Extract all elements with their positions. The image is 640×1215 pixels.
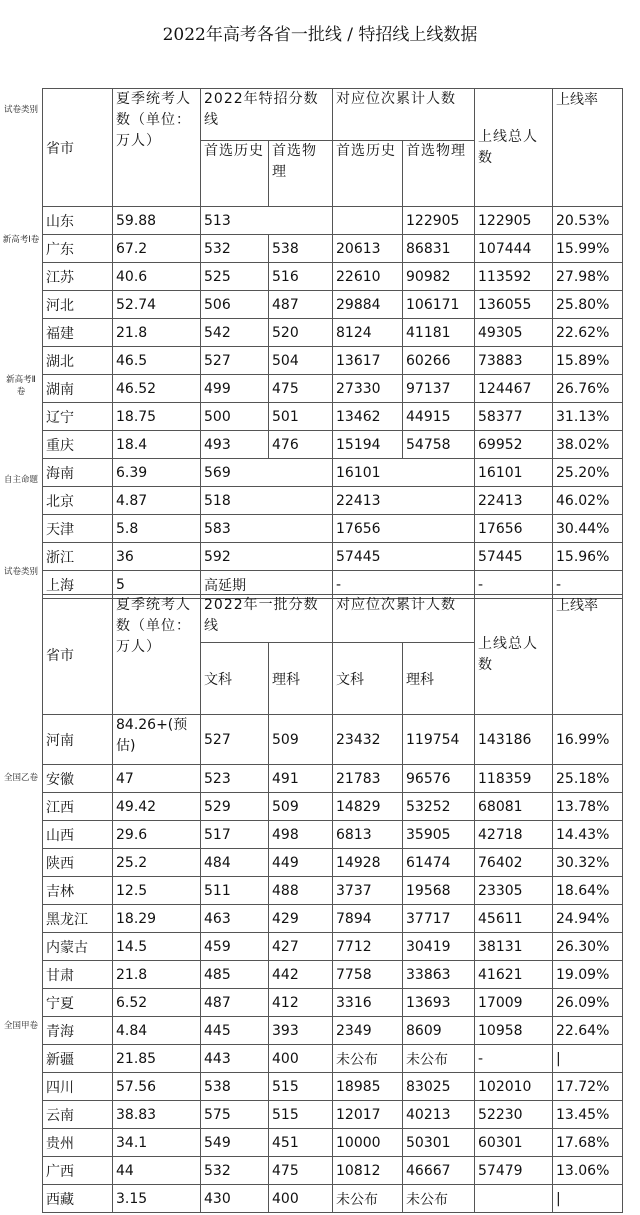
table-row — [43, 207, 623, 235]
table-row — [43, 487, 623, 515]
cell-total: 122905 — [475, 207, 553, 235]
cell-rank-b: 50301 — [403, 1129, 475, 1157]
cell-province: 江苏 — [43, 263, 113, 291]
table-row — [43, 793, 623, 821]
cell-exam-count: 49.42 — [113, 793, 201, 821]
cell-province: 贵州 — [43, 1129, 113, 1157]
table-row — [43, 1017, 623, 1045]
header-sub-arts-2: 文科 — [333, 643, 403, 715]
table-row — [43, 821, 623, 849]
cell-total: 52230 — [475, 1101, 553, 1129]
table-row — [43, 347, 623, 375]
cell-exam-count: 84.26+(预估) — [113, 715, 201, 765]
cell-rank-a: 14829 — [333, 793, 403, 821]
table-row — [43, 431, 623, 459]
table-row — [43, 989, 623, 1017]
header-first-batch-line: 2022年一批分数线 — [201, 595, 333, 643]
cell-line-b: 475 — [269, 1157, 333, 1185]
table-row — [43, 1157, 623, 1185]
cell-line-b: 516 — [269, 263, 333, 291]
table-row — [43, 1101, 623, 1129]
header-sub-history-2: 首选历史 — [333, 141, 403, 207]
cell-exam-count: 18.29 — [113, 905, 201, 933]
cell-rate: 16.99% — [553, 715, 623, 765]
cell-rank-b: 54758 — [403, 431, 475, 459]
cell-rate: 13.78% — [553, 793, 623, 821]
table-row — [43, 459, 623, 487]
cell-exam-count: 29.6 — [113, 821, 201, 849]
cell-exam-count: 21.8 — [113, 319, 201, 347]
cell-rank-a: 7758 — [333, 961, 403, 989]
cell-rate: 19.09% — [553, 961, 623, 989]
header-rank-cumulative: 对应位次累计人数 — [333, 595, 475, 643]
header-total: 上线总人数 — [475, 89, 553, 207]
cell-province: 河北 — [43, 291, 113, 319]
cell-line-a: 575 — [201, 1101, 269, 1129]
cell-rate: 25.20% — [553, 459, 623, 487]
cell-rank-a: 7712 — [333, 933, 403, 961]
cell-rate: 15.99% — [553, 235, 623, 263]
cell-province: 福建 — [43, 319, 113, 347]
cell-total: 60301 — [475, 1129, 553, 1157]
cell-rank-a: 22610 — [333, 263, 403, 291]
cell-line-b: 488 — [269, 877, 333, 905]
header-rank-cumulative: 对应位次累计人数 — [333, 89, 475, 141]
table-row — [43, 291, 623, 319]
table-row — [43, 715, 623, 765]
cell-rate: 17.68% — [553, 1129, 623, 1157]
cell-exam-count: 40.6 — [113, 263, 201, 291]
cell-rank-a — [333, 207, 403, 235]
cell-line-b: 515 — [269, 1073, 333, 1101]
cell-rank-b: 37717 — [403, 905, 475, 933]
cell-exam-count: 25.2 — [113, 849, 201, 877]
cell-rank-b: 83025 — [403, 1073, 475, 1101]
header-sub-physics-2: 首选物理 — [403, 141, 475, 207]
cell-province: 山西 — [43, 821, 113, 849]
cell-rank-a: 15194 — [333, 431, 403, 459]
cell-line-b: 400 — [269, 1045, 333, 1073]
cell-province: 北京 — [43, 487, 113, 515]
header-sub-science-2: 理科 — [403, 643, 475, 715]
cell-rank-a: 3737 — [333, 877, 403, 905]
cell-rank-b: 97137 — [403, 375, 475, 403]
cell-total: 22413 — [475, 487, 553, 515]
table-row — [43, 905, 623, 933]
cell-line-a: 459 — [201, 933, 269, 961]
cell-rate: 26.09% — [553, 989, 623, 1017]
cell-exam-count: 6.52 — [113, 989, 201, 1017]
cell-total: 58377 — [475, 403, 553, 431]
cell-total: 49305 — [475, 319, 553, 347]
cell-rank-b: 61474 — [403, 849, 475, 877]
cell-line-a: 542 — [201, 319, 269, 347]
cell-total — [475, 1185, 553, 1213]
cell-rate: 27.98% — [553, 263, 623, 291]
cell-province: 海南 — [43, 459, 113, 487]
cell-rate: 31.13% — [553, 403, 623, 431]
cell-rank-b: 35905 — [403, 821, 475, 849]
cell-line-b: 515 — [269, 1101, 333, 1129]
cell-line-a: 443 — [201, 1045, 269, 1073]
cell-total: 102010 — [475, 1073, 553, 1101]
cell-rate: 30.44% — [553, 515, 623, 543]
cell-exam-count: 4.84 — [113, 1017, 201, 1045]
cell-line-a: 527 — [201, 347, 269, 375]
cell-rank-a: 未公布 — [333, 1185, 403, 1213]
cell-province: 辽宁 — [43, 403, 113, 431]
cell-province: 黑龙江 — [43, 905, 113, 933]
cell-line-b: 429 — [269, 905, 333, 933]
table-row — [43, 849, 623, 877]
cell-rank-b: 未公布 — [403, 1045, 475, 1073]
header-sub-science: 理科 — [269, 643, 333, 715]
cell-total: 23305 — [475, 877, 553, 905]
cell-line-b: 449 — [269, 849, 333, 877]
cell-rank-a: 20613 — [333, 235, 403, 263]
cell-exam-count: 46.5 — [113, 347, 201, 375]
side-label-new-gaokao-2: 新高考Ⅱ卷 — [6, 375, 36, 397]
table-row — [43, 1185, 623, 1213]
cell-total: 118359 — [475, 765, 553, 793]
cell-line-b: 498 — [269, 821, 333, 849]
cell-total: 143186 — [475, 715, 553, 765]
cell-province: 重庆 — [43, 431, 113, 459]
cell-province: 湖南 — [43, 375, 113, 403]
cell-total: 107444 — [475, 235, 553, 263]
cell-rank-a: 12017 — [333, 1101, 403, 1129]
cell-rate: 18.64% — [553, 877, 623, 905]
cell-line-a: 463 — [201, 905, 269, 933]
cell-rank-a: 13462 — [333, 403, 403, 431]
side-label-self-set: 自主命题 — [3, 475, 38, 485]
cell-rank-b: 90982 — [403, 263, 475, 291]
cell-province: 西藏 — [43, 1185, 113, 1213]
cell-line-b: 427 — [269, 933, 333, 961]
cell-rank: 57445 — [333, 543, 475, 571]
cell-line-a: 532 — [201, 1157, 269, 1185]
cell-line-a: 484 — [201, 849, 269, 877]
header-total: 上线总人数 — [475, 595, 553, 715]
cell-province: 天津 — [43, 515, 113, 543]
cell-line-b: 475 — [269, 375, 333, 403]
cell-total: 124467 — [475, 375, 553, 403]
cell-rate: 38.02% — [553, 431, 623, 459]
cell-line-a: 499 — [201, 375, 269, 403]
cell-line-b: 400 — [269, 1185, 333, 1213]
cell-line-a: 532 — [201, 235, 269, 263]
cell-line-a: 517 — [201, 821, 269, 849]
cell-line: 592 — [201, 543, 333, 571]
cell-exam-count: 36 — [113, 543, 201, 571]
cell-line: 513 — [201, 207, 333, 235]
cell-total: 41621 — [475, 961, 553, 989]
cell-exam-count: 57.56 — [113, 1073, 201, 1101]
cell-line-a: 523 — [201, 765, 269, 793]
cell-line-a: 527 — [201, 715, 269, 765]
cell-rank-b: 13693 — [403, 989, 475, 1017]
cell-total: 16101 — [475, 459, 553, 487]
cell-total: - — [475, 1045, 553, 1073]
cell-total: - — [475, 571, 553, 599]
header-province: 省市 — [43, 89, 113, 207]
cell-rate: 24.94% — [553, 905, 623, 933]
cell-line-a: 511 — [201, 877, 269, 905]
page-title: 2022年高考各省一批线 / 特招线上线数据 — [162, 25, 478, 45]
cell-rank-b: 46667 — [403, 1157, 475, 1185]
cell-total: 68081 — [475, 793, 553, 821]
table-row — [43, 543, 623, 571]
cell-total: 38131 — [475, 933, 553, 961]
cell-total: 45611 — [475, 905, 553, 933]
cell-rate: 15.96% — [553, 543, 623, 571]
cell-rank-b: 33863 — [403, 961, 475, 989]
cell-line-b: 491 — [269, 765, 333, 793]
cell-rank-a: 6813 — [333, 821, 403, 849]
cell-rank-b: 119754 — [403, 715, 475, 765]
side-label-exam-type: 试卷类别 — [3, 105, 38, 115]
cell-total: 69952 — [475, 431, 553, 459]
cell-rank-a: 18985 — [333, 1073, 403, 1101]
cell-exam-count: 14.5 — [113, 933, 201, 961]
cell-line-b: 442 — [269, 961, 333, 989]
cell-province: 云南 — [43, 1101, 113, 1129]
cell-rank-b: 106171 — [403, 291, 475, 319]
cell-line-a: 529 — [201, 793, 269, 821]
cell-exam-count: 3.15 — [113, 1185, 201, 1213]
cell-province: 浙江 — [43, 543, 113, 571]
table-row — [43, 1073, 623, 1101]
cell-line-a: 506 — [201, 291, 269, 319]
cell-rank: - — [333, 571, 475, 599]
cell-line: 高延期 — [201, 571, 333, 599]
cell-province: 内蒙古 — [43, 933, 113, 961]
cell-rank-a: 3316 — [333, 989, 403, 1017]
header-exam-count: 夏季统考人数（单位：万人） — [113, 595, 201, 715]
cell-rank-a: 14928 — [333, 849, 403, 877]
cell-exam-count: 12.5 — [113, 877, 201, 905]
cell-rate: 25.80% — [553, 291, 623, 319]
side-label-exam-type-2: 试卷类别 — [3, 567, 38, 577]
cell-rank-b: 96576 — [403, 765, 475, 793]
table-row — [43, 1129, 623, 1157]
cell-line-a: 493 — [201, 431, 269, 459]
header-sub-history: 首选历史 — [201, 141, 269, 207]
cell-exam-count: 6.39 — [113, 459, 201, 487]
cell-rate: 13.45% — [553, 1101, 623, 1129]
side-label-new-gaokao-1: 新高考Ⅰ卷 — [2, 235, 40, 245]
cell-province: 青海 — [43, 1017, 113, 1045]
cell-rate: 15.89% — [553, 347, 623, 375]
cell-rate: 46.02% — [553, 487, 623, 515]
header-sub-physics: 首选物理 — [269, 141, 333, 207]
header-exam-count: 夏季统考人数（单位：万人） — [113, 89, 201, 207]
cell-line-b: 520 — [269, 319, 333, 347]
cell-province: 四川 — [43, 1073, 113, 1101]
cell-exam-count: 4.87 — [113, 487, 201, 515]
cell-rate: 13.06% — [553, 1157, 623, 1185]
cell-total: 10958 — [475, 1017, 553, 1045]
cell-province: 广西 — [43, 1157, 113, 1185]
first-batch-table — [42, 594, 623, 1213]
table-row — [43, 765, 623, 793]
cell-rate: 25.18% — [553, 765, 623, 793]
cell-rate: - — [553, 571, 623, 599]
cell-rate: 30.32% — [553, 849, 623, 877]
cell-rank-a: 8124 — [333, 319, 403, 347]
cell-rank-a: 29884 — [333, 291, 403, 319]
cell-rate: | — [553, 1185, 623, 1213]
cell-exam-count: 52.74 — [113, 291, 201, 319]
cell-exam-count: 47 — [113, 765, 201, 793]
header-special-line: 2022年特招分数线 — [201, 89, 333, 141]
table-row — [43, 877, 623, 905]
cell-line-b: 412 — [269, 989, 333, 1017]
cell-exam-count: 21.85 — [113, 1045, 201, 1073]
header-sub-arts: 文科 — [201, 643, 269, 715]
cell-rank-b: 30419 — [403, 933, 475, 961]
table-row — [43, 515, 623, 543]
cell-line-a: 430 — [201, 1185, 269, 1213]
cell-line-b: 538 — [269, 235, 333, 263]
table-row — [43, 1045, 623, 1073]
cell-line: 583 — [201, 515, 333, 543]
cell-exam-count: 38.83 — [113, 1101, 201, 1129]
table-row — [43, 263, 623, 291]
cell-rate: 22.62% — [553, 319, 623, 347]
header-province: 省市 — [43, 595, 113, 715]
cell-total: 57445 — [475, 543, 553, 571]
cell-rate: 26.30% — [553, 933, 623, 961]
cell-rank-a: 13617 — [333, 347, 403, 375]
cell-rank-a: 10000 — [333, 1129, 403, 1157]
cell-line-a: 500 — [201, 403, 269, 431]
cell-line-b: 487 — [269, 291, 333, 319]
cell-rate: 26.76% — [553, 375, 623, 403]
cell-province: 山东 — [43, 207, 113, 235]
cell-line-a: 525 — [201, 263, 269, 291]
cell-rank: 17656 — [333, 515, 475, 543]
cell-rank-a: 7894 — [333, 905, 403, 933]
cell-rank-b: 44915 — [403, 403, 475, 431]
cell-exam-count: 21.8 — [113, 961, 201, 989]
cell-rank-b: 未公布 — [403, 1185, 475, 1213]
cell-line-a: 485 — [201, 961, 269, 989]
cell-exam-count: 46.52 — [113, 375, 201, 403]
cell-province: 江西 — [43, 793, 113, 821]
cell-total: 73883 — [475, 347, 553, 375]
cell-line-b: 509 — [269, 793, 333, 821]
cell-line-b: 501 — [269, 403, 333, 431]
cell-rank: 16101 — [333, 459, 475, 487]
cell-exam-count: 44 — [113, 1157, 201, 1185]
cell-rank-b: 19568 — [403, 877, 475, 905]
cell-rate: 17.72% — [553, 1073, 623, 1101]
cell-rank-b: 8609 — [403, 1017, 475, 1045]
cell-rank-b: 53252 — [403, 793, 475, 821]
cell-rank-a: 未公布 — [333, 1045, 403, 1073]
cell-total: 17656 — [475, 515, 553, 543]
table-row — [43, 319, 623, 347]
cell-line-a: 487 — [201, 989, 269, 1017]
cell-line-a: 549 — [201, 1129, 269, 1157]
cell-exam-count: 67.2 — [113, 235, 201, 263]
cell-rank: 22413 — [333, 487, 475, 515]
cell-exam-count: 18.75 — [113, 403, 201, 431]
cell-rank-a: 21783 — [333, 765, 403, 793]
header-rate: 上线率 — [553, 89, 623, 207]
cell-exam-count: 59.88 — [113, 207, 201, 235]
cell-rank-a: 10812 — [333, 1157, 403, 1185]
cell-rate: 14.43% — [553, 821, 623, 849]
cell-line-b: 451 — [269, 1129, 333, 1157]
cell-line-b: 476 — [269, 431, 333, 459]
cell-rate: 20.53% — [553, 207, 623, 235]
cell-total: 76402 — [475, 849, 553, 877]
table-row — [43, 933, 623, 961]
cell-province: 陕西 — [43, 849, 113, 877]
cell-rank-a: 2349 — [333, 1017, 403, 1045]
side-label-national-a: 全国甲卷 — [3, 1021, 38, 1031]
cell-rank-b: 60266 — [403, 347, 475, 375]
cell-province: 河南 — [43, 715, 113, 765]
special-line-table — [42, 88, 623, 599]
side-label-national-b: 全国乙卷 — [3, 773, 38, 783]
cell-line-b: 393 — [269, 1017, 333, 1045]
cell-line-b: 509 — [269, 715, 333, 765]
cell-line-a: 445 — [201, 1017, 269, 1045]
cell-line-a: 538 — [201, 1073, 269, 1101]
cell-rank-b: 40213 — [403, 1101, 475, 1129]
table-row — [43, 403, 623, 431]
cell-province: 安徽 — [43, 765, 113, 793]
cell-exam-count: 34.1 — [113, 1129, 201, 1157]
header-rate: 上线率 — [553, 595, 623, 715]
cell-total: 136055 — [475, 291, 553, 319]
cell-province: 甘肃 — [43, 961, 113, 989]
cell-province: 上海 — [43, 571, 113, 599]
table-row — [43, 235, 623, 263]
cell-province: 宁夏 — [43, 989, 113, 1017]
cell-exam-count: 5.8 — [113, 515, 201, 543]
cell-rate: 22.64% — [553, 1017, 623, 1045]
cell-rate: | — [553, 1045, 623, 1073]
cell-province: 湖北 — [43, 347, 113, 375]
cell-exam-count: 5 — [113, 571, 201, 599]
cell-province: 吉林 — [43, 877, 113, 905]
cell-rank-a: 27330 — [333, 375, 403, 403]
cell-province: 新疆 — [43, 1045, 113, 1073]
cell-line: 569 — [201, 459, 333, 487]
table-row — [43, 375, 623, 403]
table-row — [43, 961, 623, 989]
cell-line: 518 — [201, 487, 333, 515]
cell-line-b: 504 — [269, 347, 333, 375]
cell-rank-b: 122905 — [403, 207, 475, 235]
cell-total: 42718 — [475, 821, 553, 849]
cell-rank-a: 23432 — [333, 715, 403, 765]
cell-total: 17009 — [475, 989, 553, 1017]
cell-total: 57479 — [475, 1157, 553, 1185]
cell-rank-b: 41181 — [403, 319, 475, 347]
cell-exam-count: 18.4 — [113, 431, 201, 459]
cell-province: 广东 — [43, 235, 113, 263]
cell-rank-b: 86831 — [403, 235, 475, 263]
cell-total: 113592 — [475, 263, 553, 291]
